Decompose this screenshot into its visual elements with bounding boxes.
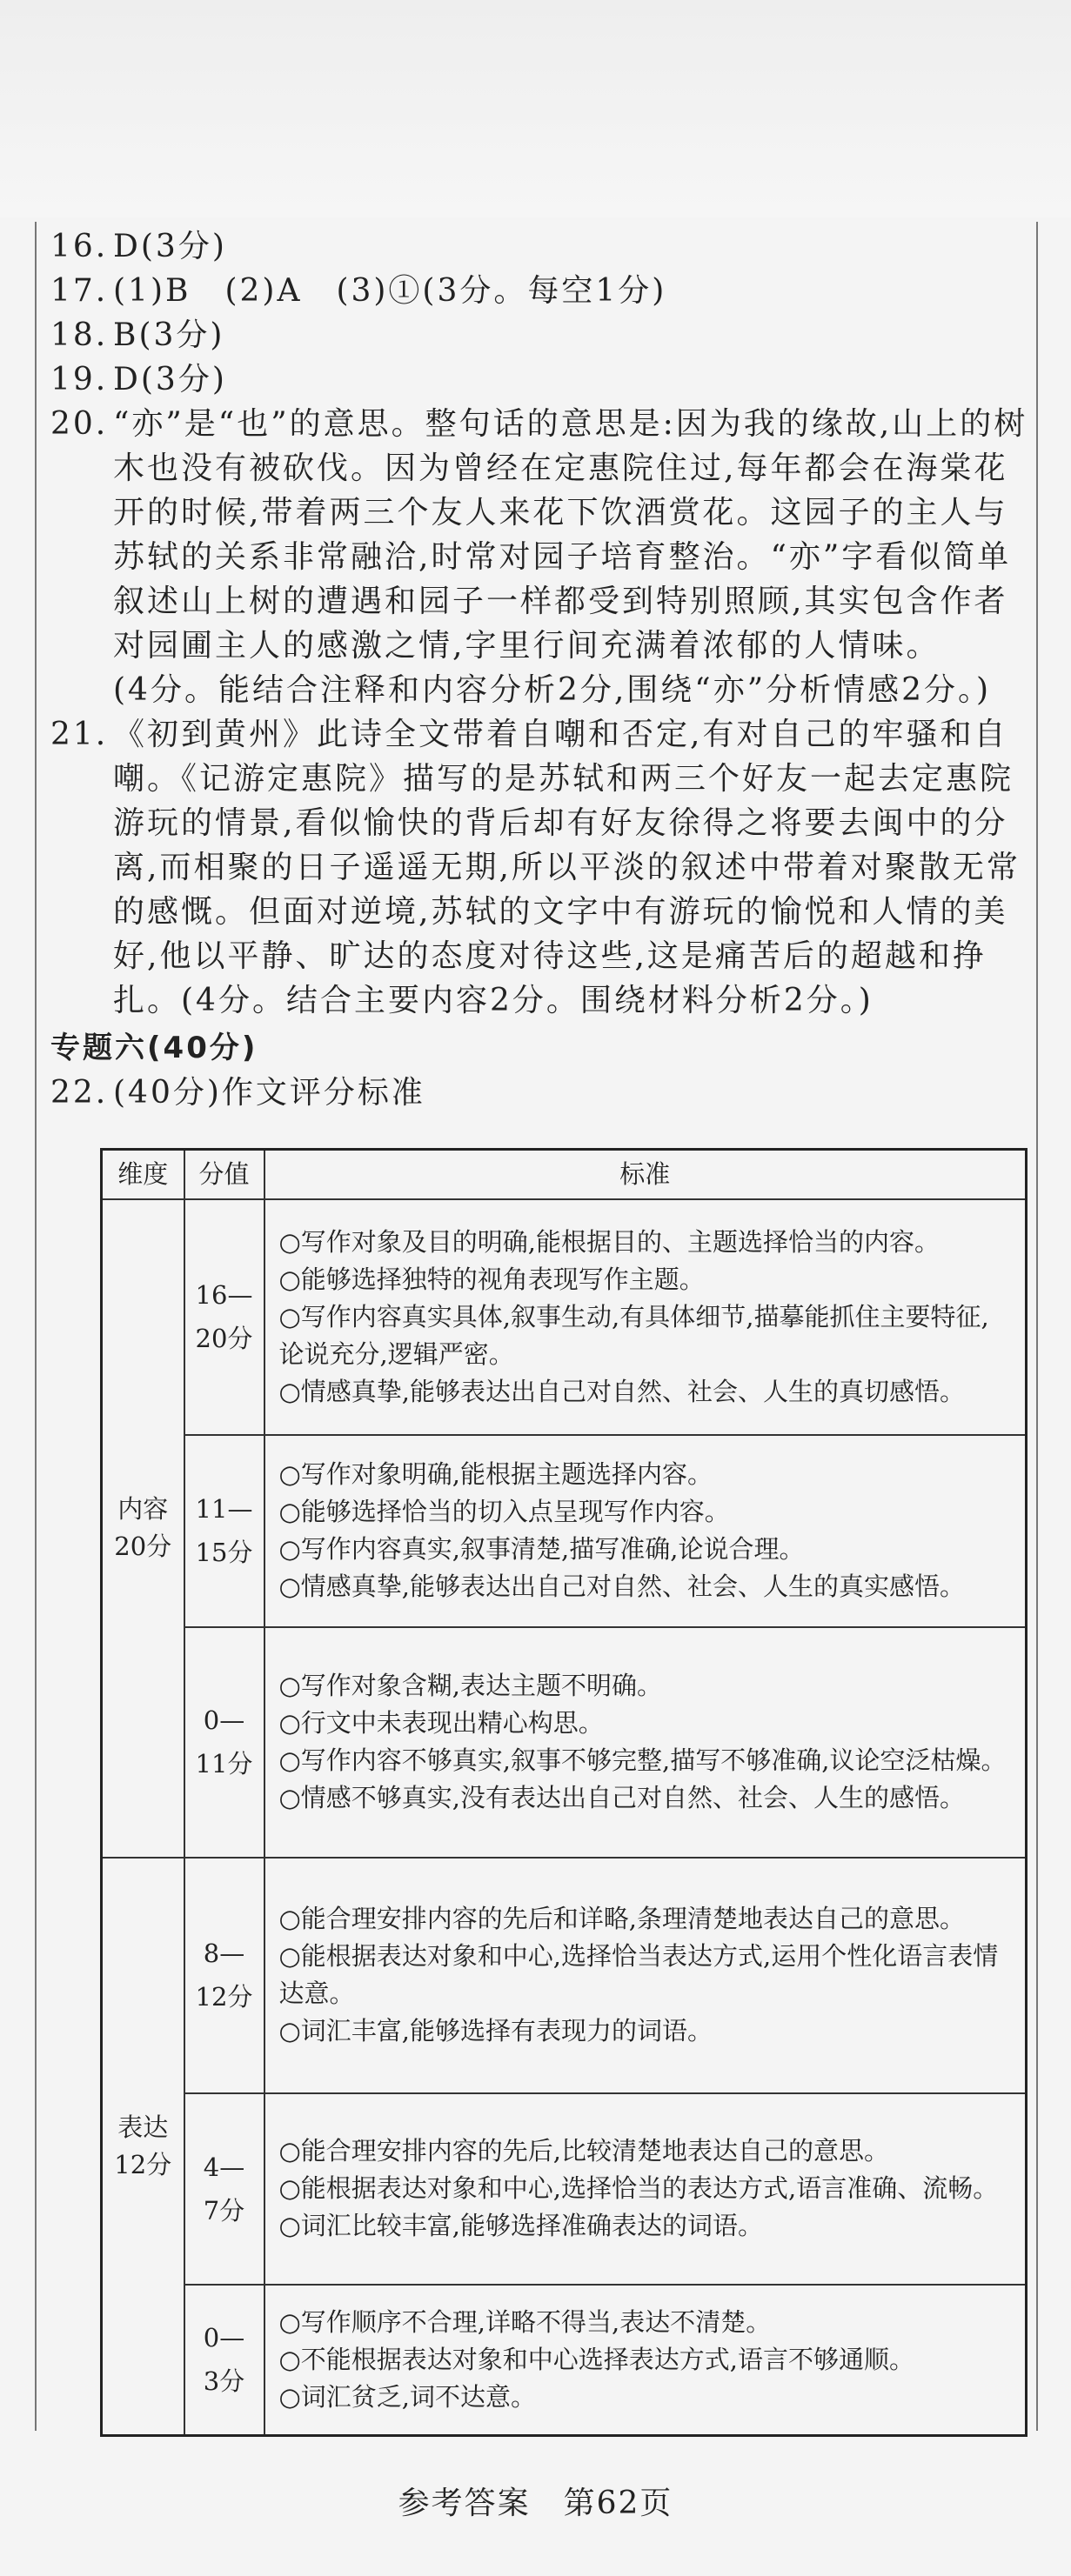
dimension-cell: 内容 20分: [102, 1199, 184, 1858]
answer-number: 18.: [50, 317, 109, 353]
score-cell: 11— 15分: [184, 1435, 264, 1627]
score-cell: 4— 7分: [184, 2093, 264, 2285]
table-row: [102, 1627, 1027, 1858]
answer-number: 21.: [50, 717, 109, 752]
answer-body: 《初到黄州》此诗全文带着自嘲和否定,有对自己的牢骚和自嘲。《记游定惠院》描写的是苏轼和两三个好友一起去定惠院游玩的情景,看似愉快的背后却有好友徐得之将要去闽中的分离,而相聚的日子遥遥无期,所以平淡的叙述中带着对聚散无常的感慨。但面对逆境,苏轼的文字中有游玩的愉悦和人情的美好,他以平静、旷达的态度对待这些,这是痛苦后的超越和挣扎。(4分。结合主要内容2分。围绕材料分析2分。): [113, 717, 1021, 1018]
criterion-item: ○词汇比较丰富,能够选择准确表达的词语。: [278, 2211, 764, 2240]
criteria-cell: [264, 1858, 1027, 2093]
answer-18: [50, 313, 1034, 357]
answer-17: [50, 269, 1034, 313]
criterion-item: ○能够选择恰当的切入点呈现写作内容。: [278, 1497, 730, 1526]
criterion-item: ○情感真挚,能够表达出自己对自然、社会、人生的真切感悟。: [278, 1376, 966, 1406]
answer-body: D(3分): [113, 229, 227, 264]
table-row: [102, 2285, 1027, 2436]
dimension-cell: 表达 12分: [102, 1858, 184, 2436]
answer-text: [113, 357, 1034, 402]
criterion-item: ○能合理安排内容的先后,比较清楚地表达自己的意思。: [278, 2136, 890, 2166]
answer-number: 22.: [50, 1075, 109, 1111]
criteria-cell: [264, 1627, 1027, 1858]
score-cell: 8— 12分: [184, 1858, 264, 2093]
criteria-cell: [264, 1435, 1027, 1627]
header-score: 分值: [184, 1150, 264, 1199]
answer-text: [113, 313, 1034, 357]
answer-number: 16.: [50, 229, 109, 264]
left-border: [35, 222, 37, 2431]
criterion-item: ○写作对象及目的明确,能根据目的、主题选择恰当的内容。: [278, 1226, 940, 1257]
criterion-item: ○能根据表达对象和中心,选择恰当表达方式,运用个性化语言表情达意。: [278, 1941, 999, 2008]
answer-body: B(3分): [113, 317, 225, 353]
criterion-item: ○能够选择独特的视角表现写作主题。: [278, 1264, 705, 1294]
criterion-item: ○情感不够真实,没有表达出自己对自然、社会、人生的感悟。: [278, 1783, 966, 1812]
answer-body: “亦”是“也”的意思。整句话的意思是:因为我的缘故,山上的树木也没有被砍伐。因为曾经在定惠院住过,每年都会在海棠花开的时候,带着两三个友人来花下饮酒赏花。这园子的主人与苏轼的关系非常融洽,时常对园子培育整治。“亦”字看似简单叙述山上树的遭遇和园子一样都受到特别照顾,其实包含作者对园圃主人的感激之情,字里行间充满着浓郁的人情味。: [113, 406, 1028, 664]
criterion-item: ○行文中未表现出精心构思。: [278, 1708, 604, 1738]
criterion-item: ○不能根据表达对象和中心选择表达方式,语言不够通顺。: [278, 2344, 915, 2374]
answer-number: 19.: [50, 362, 109, 397]
criterion-item: ○写作顺序不合理,详略不得当,表达不清楚。: [278, 2306, 772, 2337]
answer-22: [50, 1071, 1034, 1115]
answer-16: [50, 224, 1034, 269]
criterion-item: ○写作内容真实具体,叙事生动,有具体细节,描摹能抓住主要特征,论说充分,逻辑严密。: [278, 1301, 989, 1369]
criterion-item: ○词汇贫乏,词不达意。: [278, 2381, 537, 2412]
criterion-item: ○词汇丰富,能够选择有表现力的词语。: [278, 2016, 713, 2045]
criteria-cell: [264, 2285, 1027, 2436]
criteria-cell: [264, 1199, 1027, 1435]
header-dimension: 维度: [102, 1150, 184, 1199]
criterion-item: ○写作内容不够真实,叙事不够完整,描写不够准确,议论空泛枯燥。: [278, 1745, 1007, 1775]
criterion-item: ○情感真挚,能够表达出自己对自然、社会、人生的真实感悟。: [278, 1572, 966, 1601]
answer-text: [113, 269, 1034, 313]
section-title: 专题六(40分): [50, 1031, 258, 1065]
answer-19: [50, 357, 1034, 402]
answers-section: [50, 224, 1034, 1115]
page-top-margin: [0, 0, 1071, 217]
answer-note: (4分。能结合注释和内容分析2分,围绕“亦”分析情感2分。): [113, 672, 992, 708]
criterion-item: ○能根据表达对象和中心,选择恰当的表达方式,语言准确、流畅。: [278, 2173, 999, 2203]
criterion-item: ○写作对象含糊,表达主题不明确。: [278, 1671, 663, 1700]
answer-text: [113, 712, 1034, 1023]
answer-body: (1)B (2)A (3)①(3分。每空1分): [113, 273, 667, 309]
table-row: [102, 1199, 1027, 1435]
criterion-item: ○能合理安排内容的先后和详略,条理清楚地表达自己的意思。: [278, 1904, 966, 1933]
criterion-item: ○写作对象明确,能根据主题选择内容。: [278, 1459, 713, 1489]
answer-number: 17.: [50, 273, 109, 309]
criterion-item: ○写作内容真实,叙事清楚,描写准确,论说合理。: [278, 1534, 805, 1564]
answer-text: (40分)作文评分标准: [113, 1075, 425, 1111]
page-footer: 参考答案 第62页: [398, 2486, 673, 2521]
score-cell: 0— 11分: [184, 1627, 264, 1858]
table-row: [102, 1435, 1027, 1627]
answer-text: [113, 224, 1034, 269]
answer-body: D(3分): [113, 362, 227, 397]
right-border: [1036, 222, 1038, 2431]
table-row: [102, 2093, 1027, 2285]
header-criteria: 标准: [264, 1150, 1027, 1199]
criteria-cell: [264, 2093, 1027, 2285]
answer-text: [113, 402, 1034, 712]
scoring-table: [100, 1148, 1027, 2437]
answer-21: [50, 712, 1034, 1023]
score-cell: 0— 3分: [184, 2285, 264, 2436]
score-cell: 16— 20分: [184, 1199, 264, 1435]
answer-20: [50, 402, 1034, 712]
answer-number: 20.: [50, 406, 109, 442]
table-row: [102, 1858, 1027, 2093]
